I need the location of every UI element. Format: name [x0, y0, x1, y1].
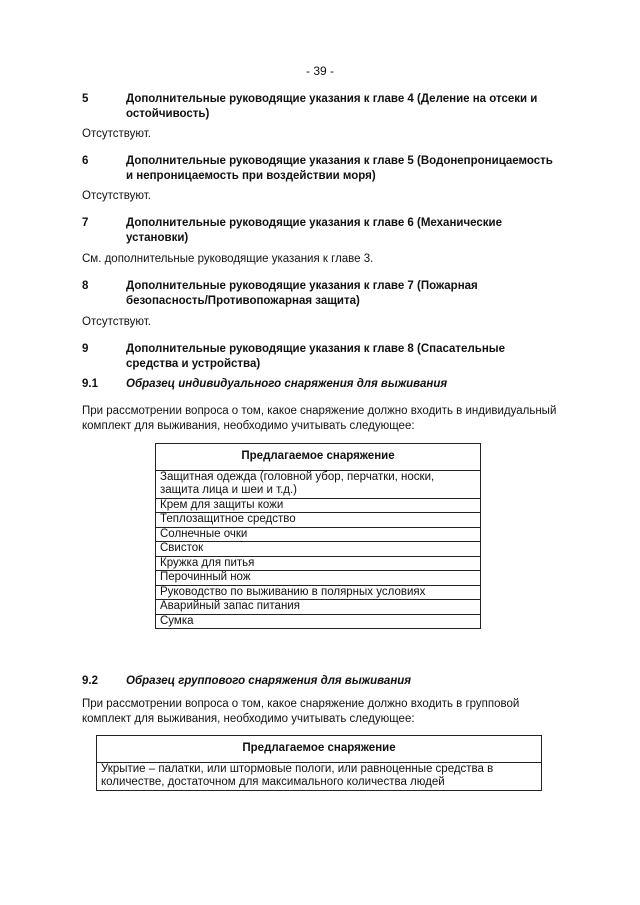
- table-row: [156, 498, 481, 513]
- table-cell: Солнечные очки: [156, 527, 481, 542]
- table-cell: Свисток: [156, 542, 481, 557]
- table-row: [156, 556, 481, 571]
- table-header: Предлагаемое снаряжение: [97, 736, 542, 763]
- table-row: [156, 600, 481, 615]
- table-row: [156, 527, 481, 542]
- table-cell: Руководство по выживанию в полярных условиях: [156, 585, 481, 600]
- section-body-5: Отсутствуют.: [82, 128, 151, 140]
- table-row: [97, 762, 542, 790]
- section-title: Дополнительные руководящие указания к главе 5 (Водонепроницаемость и непроницаемость при воздействии моря): [126, 155, 553, 182]
- section-title: Дополнительные руководящие указания к главе 6 (Механические установки): [126, 217, 503, 244]
- individual-kit-table: [155, 443, 481, 629]
- group-kit-table: [96, 735, 542, 791]
- subsection-number: 9.2: [82, 675, 98, 687]
- section-title: Дополнительные руководящие указания к главе 4 (Деление на отсеки и остойчивость): [126, 93, 538, 120]
- table-row: [156, 585, 481, 600]
- subsection-title: Образец группового снаряжения для выживания: [126, 675, 412, 687]
- section-number: 6: [82, 155, 89, 167]
- subsection-number: 9.1: [82, 378, 98, 390]
- table-cell: Перочинный нож: [156, 571, 481, 586]
- table-row: [156, 542, 481, 557]
- section-number: 7: [82, 217, 89, 229]
- section-number: 8: [82, 280, 89, 292]
- subsection-title: Образец индивидуального снаряжения для выживания: [126, 378, 448, 390]
- table-cell: Кружка для питья: [156, 556, 481, 571]
- subsection-body-9-1: При рассмотрении вопроса о том, какое снаряжение должно входить в индивидуальный комплект для выживания, необходимо учитывать следующее:: [82, 405, 557, 432]
- section-number: 5: [82, 93, 89, 105]
- table-cell: Укрытие – палатки, или штормовые пологи, или равноценные средства в количестве, достаточном для максимального количества людей: [97, 762, 542, 790]
- section-number: 9: [82, 343, 89, 355]
- page-number: - 39 -: [305, 64, 334, 78]
- table-cell: Теплозащитное средство: [156, 513, 481, 528]
- subsection-body-9-2: При рассмотрении вопроса о том, какое снаряжение должно входить в групповой комплект для выживания, необходимо учитывать следующее:: [82, 698, 520, 725]
- section-body-8: Отсутствуют.: [82, 316, 151, 328]
- section-body-6: Отсутствуют.: [82, 190, 151, 202]
- table-cell: Защитная одежда (головной убор, перчатки, носки, защита лица и шеи и т.д.): [156, 470, 481, 498]
- section-body-7: См. дополнительные руководящие указания к главе 3.: [82, 253, 374, 265]
- table-row: [156, 470, 481, 498]
- table-row: [156, 513, 481, 528]
- table-cell: Крем для защиты кожи: [156, 498, 481, 513]
- table-header: Предлагаемое снаряжение: [156, 444, 481, 471]
- section-title: Дополнительные руководящие указания к главе 7 (Пожарная безопасность/Противопожарная защита): [126, 280, 478, 307]
- table-cell: Сумка: [156, 614, 481, 629]
- table-row: [156, 614, 481, 629]
- section-title: Дополнительные руководящие указания к главе 8 (Спасательные средства и устройства): [126, 343, 505, 370]
- table-row: [156, 571, 481, 586]
- table-cell: Аварийный запас питания: [156, 600, 481, 615]
